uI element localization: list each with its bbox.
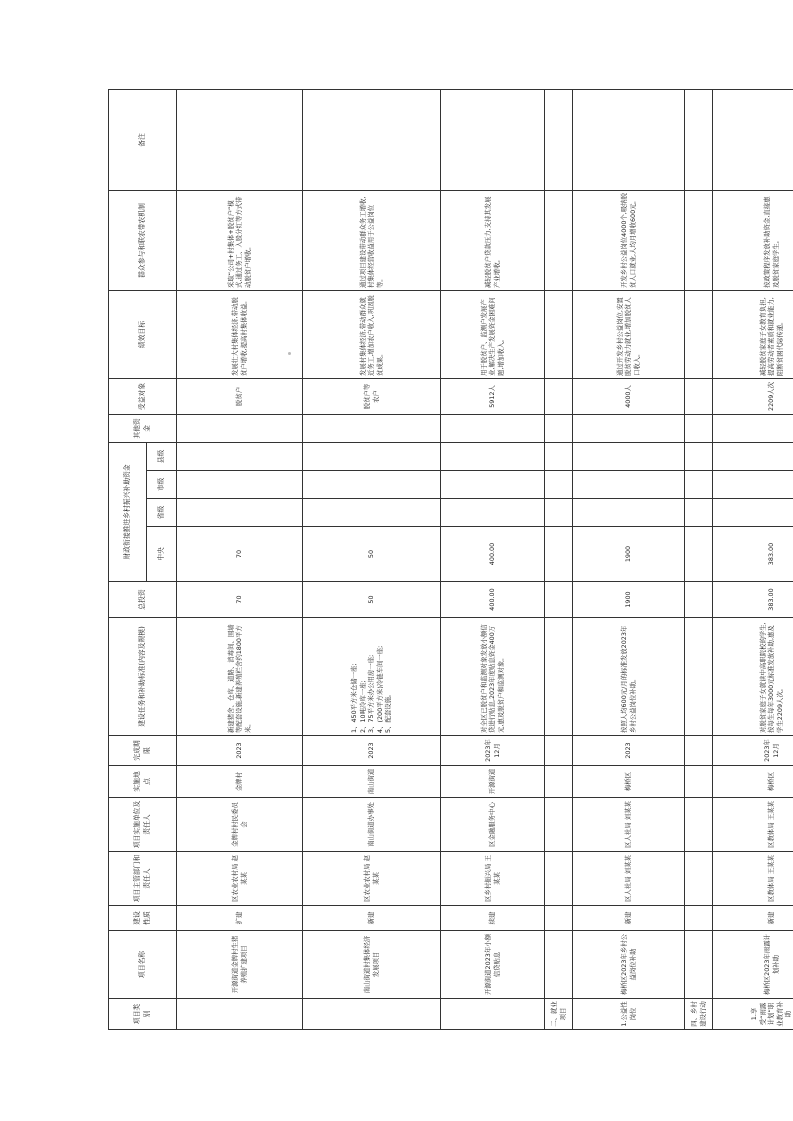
- cell-other: [573, 414, 685, 442]
- cell-beneficiary: 5912人: [441, 378, 545, 414]
- table-row: [441, 89, 545, 1029]
- cell-dept: [545, 852, 573, 906]
- cell-beneficiary: [545, 378, 573, 414]
- header-period: 完成期限: [109, 736, 177, 766]
- header-central: 中央: [147, 527, 177, 582]
- cell-city: [713, 471, 793, 499]
- cell-type: 扩建: [177, 906, 303, 931]
- cell-impl: [685, 798, 713, 852]
- table-row: [303, 89, 441, 1029]
- cell-name: 梅桥区2023年雨露计划补助: [713, 931, 793, 999]
- header-category: 项目类别: [109, 999, 177, 1030]
- cell-central: 70: [177, 527, 303, 582]
- cell-location: 开源街道: [441, 766, 545, 798]
- cell-other: [303, 414, 441, 442]
- cell-goal: 发展壮大村集体经济,带动脱贫户增收,提高村集体收益。: [177, 290, 303, 378]
- cell-period: 2023: [177, 736, 303, 766]
- cell-county: [441, 442, 545, 470]
- table-row: [713, 89, 793, 1029]
- cell-location: [545, 766, 573, 798]
- header-goal: 绩效目标: [109, 290, 177, 378]
- cell-impl: 区教体局 王某某: [713, 798, 793, 852]
- cell-note: [573, 89, 685, 190]
- header-link: 群众参与和联农带农机制: [109, 190, 177, 290]
- cell-goal: 通过开发乡村公益岗位,安置脱贫劳动力就业,增加脱贫人口收入。: [573, 290, 685, 378]
- cell-county: [545, 442, 573, 470]
- cell-type: [545, 906, 573, 931]
- cell-goal: 减轻脱贫家庭子女教育负担,提高劳动者素质和就业能力,阻断贫困代际传递。: [713, 290, 793, 378]
- cell-note: [713, 89, 793, 190]
- cell-category: [177, 999, 303, 1030]
- cell-other: [685, 414, 713, 442]
- project-table: [108, 89, 793, 1030]
- cell-impl: 南山街道办事处: [303, 798, 441, 852]
- cell-category: [441, 999, 545, 1030]
- cell-type: 新建: [573, 906, 685, 931]
- cell-type: [685, 906, 713, 931]
- header-row-1: [109, 89, 147, 1029]
- cell-name: [685, 931, 713, 999]
- cell-link: 采取“公司+村集体+脱贫户”模式,通过务工、入股分红等方式带动脱贫户增收。: [177, 190, 303, 290]
- cell-link: 通过项目建设带动群众务工增收,村集体经营收益用于公益岗位等。: [303, 190, 441, 290]
- cell-beneficiary: 2209人次: [713, 378, 793, 414]
- cell-province: [713, 499, 793, 527]
- cell-city: [573, 471, 685, 499]
- cell-link: [545, 190, 573, 290]
- cell-dept: 区乡村振兴局 王某某: [441, 852, 545, 906]
- cell-type: 新建: [303, 906, 441, 931]
- cell-province: [545, 499, 573, 527]
- cell-name: 开源街道2023年小额信贷贴息: [441, 931, 545, 999]
- cell-content: 1、450平方米仓储一座; 2、10吨冷库一座; 3、75平方米办公用房一座; 4、(200平方米)冷链车间一座; 5、配套设施。: [303, 618, 441, 736]
- cell-content: 新建猪舍、仓库、道路、消毒间、围墙等配套设施,新建养殖栏舍约1800平方米。: [177, 618, 303, 736]
- cell-county: [685, 442, 713, 470]
- cell-central: 383.00: [713, 527, 793, 582]
- header-beneficiary: 受益对象: [109, 378, 177, 414]
- cell-dept: 区人社局 刘某某: [573, 852, 685, 906]
- cell-total: 70: [177, 582, 303, 618]
- cell-content: [545, 618, 573, 736]
- cell-category: 1.享受“雨露计划”职业教育补助: [713, 999, 793, 1030]
- cell-county: [713, 442, 793, 470]
- rotated-table-page: [108, 90, 792, 1030]
- header-county: 县级: [147, 442, 177, 470]
- cell-province: [177, 499, 303, 527]
- cell-city: [685, 471, 713, 499]
- cell-goal: [545, 290, 573, 378]
- cell-other: [713, 414, 793, 442]
- cell-note: [303, 89, 441, 190]
- cell-goal: 发展村集体经济,带动群众就近务工,增加农户收入,巩固脱贫成果。: [303, 290, 441, 378]
- cell-central: 50: [303, 527, 441, 582]
- cell-link: 按政策程序发放补助资金,直接惠及脱贫家庭学生。: [713, 190, 793, 290]
- cell-goal: 用于脱贫户、监测户发展产业,解决生产发展资金困难问题,增加收入。: [441, 290, 545, 378]
- cell-impl: 金牌村村民委员会: [177, 798, 303, 852]
- cell-content: 对脱贫家庭子女就读中高职院校的学生,按每生每年3000元标准发放补助,惠及学生2209人次。: [713, 618, 793, 736]
- cell-content: 对全区已脱贫户和监测对象发放小额信贷进行贴息,2023年度贴息资金400万元,惠及脱贫户和监测对象。: [441, 618, 545, 736]
- cell-impl: [545, 798, 573, 852]
- cell-city: [303, 471, 441, 499]
- cell-county: [177, 442, 303, 470]
- cell-total: 400.00: [441, 582, 545, 618]
- cell-beneficiary: 脱贫户: [177, 378, 303, 414]
- cell-period: [545, 736, 573, 766]
- cell-total: [685, 582, 713, 618]
- header-dept: 项目主管部门和责任人: [109, 852, 177, 906]
- cell-total: [545, 582, 573, 618]
- header-type: 建设性质: [109, 906, 177, 931]
- cell-link: [685, 190, 713, 290]
- cell-link: 减轻脱贫户贷款压力,支持其发展产业增收。: [441, 190, 545, 290]
- cell-county: [573, 442, 685, 470]
- header-impl: 项目实施单位及责任人: [109, 798, 177, 852]
- cell-category: 1.公益性岗位: [573, 999, 685, 1030]
- table-row: [545, 89, 573, 1029]
- cell-dept: 区农业农村局 赵某某: [303, 852, 441, 906]
- cell-type: 新建: [713, 906, 793, 931]
- header-province: 省级: [147, 499, 177, 527]
- cell-location: 梅桥区: [573, 766, 685, 798]
- cell-beneficiary: 脱贫户等农户: [303, 378, 441, 414]
- cell-period: [685, 736, 713, 766]
- header-location: 实施地点: [109, 766, 177, 798]
- cell-central: [545, 527, 573, 582]
- cell-period: 2023: [573, 736, 685, 766]
- cell-total: 383.00: [713, 582, 793, 618]
- cell-other: [545, 414, 573, 442]
- cell-type: 续建: [441, 906, 545, 931]
- cell-central: 400.00: [441, 527, 545, 582]
- cell-central: [685, 527, 713, 582]
- cell-goal: [685, 290, 713, 378]
- cell-name: 开源街道金牌村生猪养殖扩建项目: [177, 931, 303, 999]
- cell-province: [303, 499, 441, 527]
- cell-name: 梅桥区2023年乡村公益岗位补助: [573, 931, 685, 999]
- table-row: [177, 89, 303, 1029]
- table-row: [685, 89, 713, 1029]
- header-note: 备注: [109, 89, 177, 190]
- cell-period: 2023年12月: [441, 736, 545, 766]
- cell-location: 南山街道: [303, 766, 441, 798]
- cell-impl: 区金融服务中心: [441, 798, 545, 852]
- cell-city: [441, 471, 545, 499]
- cell-other: [177, 414, 303, 442]
- cell-beneficiary: 4000人: [573, 378, 685, 414]
- cell-dept: 区农业农村局 赵某某: [177, 852, 303, 906]
- cell-location: [685, 766, 713, 798]
- header-name: 项目名称: [109, 931, 177, 999]
- cell-period: 2023年12月: [713, 736, 793, 766]
- cell-city: [545, 471, 573, 499]
- header-total: 总投资: [109, 582, 177, 618]
- header-fund-group: 财政衔接推进乡村振兴补助资金: [109, 442, 147, 581]
- cell-location: 梅桥区: [713, 766, 793, 798]
- header-other: 其他资金: [109, 414, 177, 442]
- header-city: 市级: [147, 471, 177, 499]
- cell-total: 50: [303, 582, 441, 618]
- cell-category: [303, 999, 441, 1030]
- cell-note: [685, 89, 713, 190]
- cell-total: 1900: [573, 582, 685, 618]
- cell-note: [177, 89, 303, 190]
- cell-note: [545, 89, 573, 190]
- cell-period: 2023: [303, 736, 441, 766]
- cell-province: [685, 499, 713, 527]
- cell-content: 按照人均600元/月的标准发放2023年乡村公益岗位补助。: [573, 618, 685, 736]
- cell-note: [441, 89, 545, 190]
- cell-other: [441, 414, 545, 442]
- cell-content: [685, 618, 713, 736]
- cell-beneficiary: [685, 378, 713, 414]
- cell-city: [177, 471, 303, 499]
- cell-central: 1900: [573, 527, 685, 582]
- cell-category: 四、乡村建设行动: [685, 999, 713, 1030]
- cell-category: 二、就业项目: [545, 999, 573, 1030]
- cell-province: [441, 499, 545, 527]
- cell-impl: 区人社局 刘某某: [573, 798, 685, 852]
- cell-dept: [685, 852, 713, 906]
- cell-dept: 区教体局 王某某: [713, 852, 793, 906]
- cell-name: [545, 931, 573, 999]
- cell-province: [573, 499, 685, 527]
- cell-name: 南山街道村集体经济发展项目: [303, 931, 441, 999]
- cell-county: [303, 442, 441, 470]
- cell-location: 金牌村: [177, 766, 303, 798]
- header-content: 建设任务和补助标准(内容及规模): [109, 618, 177, 736]
- table-row: [573, 89, 685, 1029]
- cell-link: 开发乡村公益岗位4000个,吸纳脱贫人口就业,人均月增收600元。: [573, 190, 685, 290]
